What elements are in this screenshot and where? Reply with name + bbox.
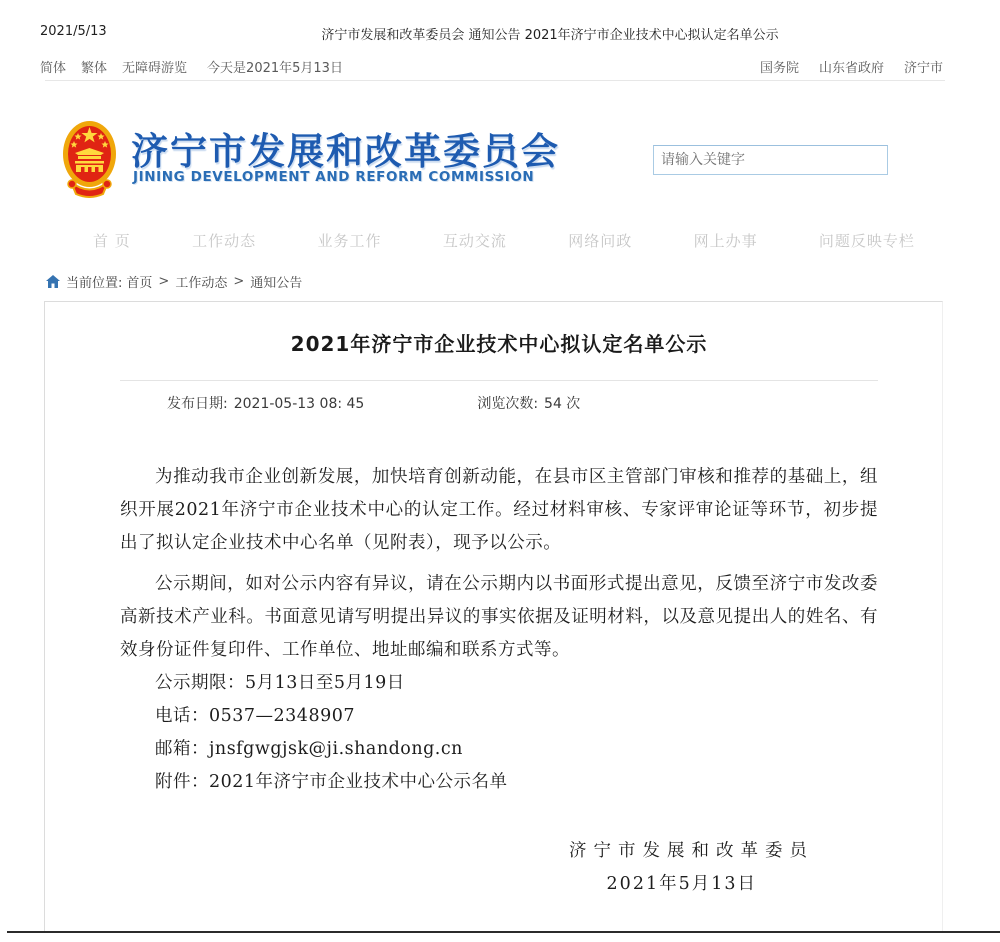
nav-item-interaction[interactable]: 互动交流: [442, 232, 507, 250]
print-header: [0, 24, 1000, 42]
publish-date-label: 发布日期:: [167, 396, 228, 412]
view-count-value: 54 次: [544, 396, 581, 412]
shandong-gov-link[interactable]: 山东省政府: [818, 61, 884, 76]
breadcrumb-separator: >: [233, 274, 245, 289]
simplified-chinese-link[interactable]: 简体: [40, 61, 67, 76]
breadcrumb-separator: >: [158, 274, 170, 289]
nav-item-work-news[interactable]: 工作动态: [192, 232, 257, 250]
top-utility-bar: [40, 57, 943, 75]
publish-date: [167, 394, 364, 414]
traditional-chinese-link[interactable]: 繁体: [81, 61, 108, 76]
print-date: 2021/5/13: [40, 24, 107, 39]
print-page-title: 济宁市发展和改革委员会 通知公告 2021年济宁市企业技术中心拟认定名单公示: [321, 28, 779, 43]
jining-city-link[interactable]: 济宁市: [903, 61, 943, 76]
article-body: [120, 461, 878, 901]
nav-item-online-politics[interactable]: 网络问政: [568, 232, 633, 250]
national-emblem-icon: [62, 120, 117, 202]
today-date-text: 今天是2021年5月13日: [207, 61, 343, 76]
breadcrumb-notices[interactable]: 通知公告: [250, 276, 303, 291]
publish-date-value: 2021-05-13 08: 45: [233, 396, 365, 412]
nav-item-feedback-column[interactable]: 问题反映专栏: [818, 232, 915, 250]
site-title-english: JINING DEVELOPMENT AND REFORM COMMISSION: [133, 169, 535, 185]
search-input[interactable]: [653, 145, 888, 175]
main-nav: [93, 230, 915, 251]
paragraph: 公示期间，如对公示内容有异议，请在公示期内以书面形式提出意见，反馈至济宁市发改委高新技术产业科。书面意见请写明提出异议的事实依据及证明材料，以及意见提出人的姓名、有效身份证件复印件、工作单位、地址邮编和联系方式等。: [120, 574, 878, 660]
breadcrumb: [46, 272, 302, 291]
breadcrumb-home[interactable]: 首页: [126, 276, 153, 291]
site-title: 济宁市发展和改革委员会: [131, 130, 560, 173]
view-count: [477, 394, 580, 414]
email-line: 邮箱：jnsfgwgjsk@ji.shandong.cn: [155, 739, 463, 759]
breadcrumb-work-news[interactable]: 工作动态: [175, 276, 228, 291]
article-container: [44, 301, 943, 931]
home-icon: [46, 275, 60, 288]
accessibility-link[interactable]: 无障碍游览: [122, 61, 188, 76]
nav-item-home[interactable]: 首 页: [93, 232, 131, 250]
paragraph: 为推动我市企业创新发展，加快培育创新动能，在县市区主管部门审核和推荐的基础上，组织开展2021年济宁市企业技术中心的认定工作。经过材料审核、专家评审论证等环节，初步提出了拟认定企业技术中心名单（见附表），现予以公示。: [120, 467, 878, 553]
state-council-link[interactable]: 国务院: [759, 61, 799, 76]
phone-line: 电话：0537—2348907: [155, 706, 355, 726]
view-count-label: 浏览次数:: [477, 396, 539, 412]
signature-authority: 济宁市发展和改革委员: [569, 841, 814, 861]
nav-item-business[interactable]: 业务工作: [317, 232, 382, 250]
signature-date: 2021年5月13日: [606, 874, 757, 894]
breadcrumb-prefix: 当前位置:: [66, 276, 123, 291]
signature-block: [120, 835, 878, 901]
page-bottom-rule: [7, 931, 1000, 933]
attachment-link[interactable]: 附件：2021年济宁市企业技术中心公示名单: [155, 772, 508, 792]
article-title: 2021年济宁市企业技术中心拟认定名单公示: [290, 332, 708, 356]
publicity-period-line: 公示期限：5月13日至5月19日: [155, 673, 405, 693]
title-divider: [120, 380, 878, 381]
header-divider: [45, 80, 945, 81]
article-meta: [120, 394, 878, 414]
nav-item-online-service[interactable]: 网上办事: [693, 232, 758, 250]
